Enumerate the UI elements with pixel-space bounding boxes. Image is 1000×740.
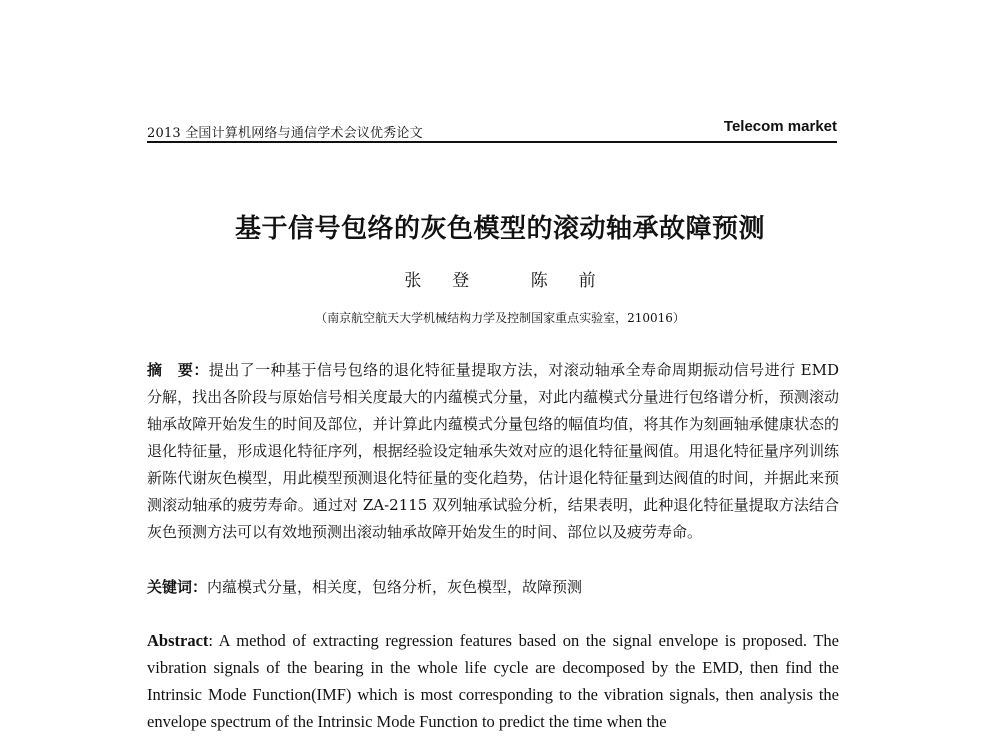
- header-divider: [147, 141, 837, 143]
- english-abstract-text: : A method of extracting regression features based on the signal envelope is proposed. The vibration signals of the bearing in the whole life cycle are decomposed by the EMD, then find the Intrinsic Mode Function(IMF) which is most corresponding to the vibration signals, then analysis the envelope spectrum of the Intrinsic Mode Function to predict the time when the: [147, 631, 839, 731]
- conference-header: 2013 全国计算机网络与通信学术会议优秀论文: [147, 126, 423, 141]
- paper-authors: 张 登 陈 前: [404, 271, 596, 291]
- chinese-abstract-label: 摘 要：: [147, 361, 209, 379]
- english-abstract-label: Abstract: [147, 631, 209, 650]
- journal-brand: Telecom market: [723, 118, 837, 135]
- english-abstract: [147, 627, 839, 735]
- chinese-abstract-text: 提出了一种基于信号包络的退化特征量提取方法，对滚动轴承全寿命周期振动信号进行 EMD 分解，找出各阶段与原始信号相关度最大的内蕴模式分量，对此内蕴模式分量进行包络谱分析，预测滚动轴承故障开始发生的时间及部位，并计算此内蕴模式分量包络的幅值均值，将其作为刻画轴承健康状态的退化特征量，形成退化特征序列，根据经验设定轴承失效对应的退化特征量阀值。用退化特征量序列训练新陈代谢灰色模型，用此模型预测退化特征量的变化趋势，估计退化特征量到达阀值的时间，并据此来预测滚动轴承的疲劳寿命。通过对 ZA-2115 双列轴承试验分析，结果表明，此种退化特征量提取方法结合灰色预测方法可以有效地预测出滚动轴承故障开始发生的时间、部位以及疲劳寿命。: [147, 361, 839, 541]
- keywords-label: 关键词：: [147, 578, 208, 596]
- author-affiliation: （南京航空航天大学机械结构力学及控制国家重点实验室，210016）: [315, 311, 685, 325]
- chinese-abstract: [147, 357, 839, 546]
- keywords: [147, 574, 839, 601]
- keywords-text: 内蕴模式分量，相关度，包络分析，灰色模型，故障预测: [207, 578, 583, 596]
- paper-title: 基于信号包络的灰色模型的滚动轴承故障预测: [234, 214, 765, 244]
